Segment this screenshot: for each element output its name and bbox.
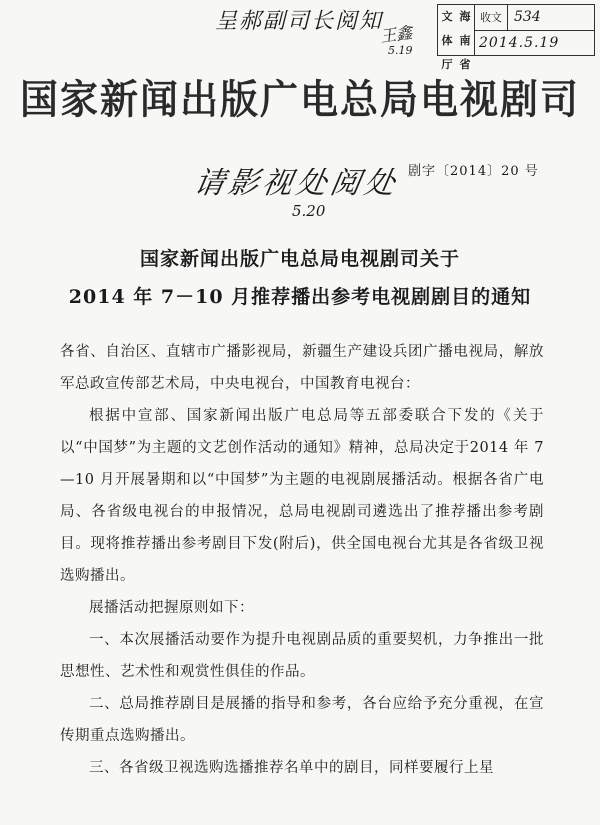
stamp-org-char: 省 [459, 58, 471, 71]
stamp-org-char: 厅 [441, 58, 453, 71]
stamp-receipt-date: 2014.5.19 [479, 34, 560, 51]
body-paragraph: 展播活动把握原则如下： [89, 600, 254, 616]
document-title-line-2: 2014 年 7－10 月推荐播出参考电视剧剧目的通知 [68, 286, 532, 308]
document-body [60, 336, 544, 784]
addressee-paragraph: 各省、自治区、直辖市广播影视局，新疆生产建设兵团广播电视局，解放军总政宣传部艺术局，中央电视台，中国教育电视台： [60, 344, 544, 392]
document-title-line-1: 国家新闻出版广电总局电视剧司关于 [139, 248, 460, 270]
stamp-receipt-label: 收文 [475, 5, 508, 30]
handwritten-routing-note: 呈郝副司长阅知 [215, 9, 384, 34]
document-number: 剧字〔2014〕20 号 [408, 164, 539, 179]
body-paragraph: 三、各省级卫视选购选播推荐名单中的剧目，同样要履行上星 [89, 760, 494, 776]
body-paragraph: 一、本次展播活动要作为提升电视剧品质的重要契机，力争推出一批思想性、艺术性和观赏性俱佳的作品。 [60, 632, 544, 680]
stamp-receipt-number: 534 [514, 9, 541, 26]
handwritten-instruction-date: 5.20 [292, 202, 326, 220]
stamp-org-char: 文 [441, 10, 453, 23]
body-paragraph: 二、总局推荐剧目是展播的指导和参考，各台应给予充分重视，在宣传期重点选购播出。 [60, 696, 544, 744]
stamp-org-name [438, 5, 475, 71]
handwritten-signature-date: 5.19 [388, 44, 413, 57]
stamp-org-char: 南 [459, 34, 471, 47]
letterhead: 国家新闻出版广电总局电视剧司 [19, 76, 580, 123]
stamp-org-char: 体 [441, 34, 453, 47]
handwritten-instruction: 请影视处阅处 [191, 166, 402, 201]
handwritten-signature: 王鑫 [378, 22, 414, 47]
receipt-stamp [437, 4, 595, 71]
body-paragraph: 根据中宣部、国家新闻出版广电总局等五部委联合下发的《关于以“中国梦”为主题的文艺创作活动的通知》精神，总局决定于2014 年 7—10 月开展暑期和以“中国梦”为主题的电视剧展播活动。根据各省广电局、各省级电视台的申报情况，总局电视剧司遴选出了推荐播出参考剧目。现将推荐播出参考剧目下发(附后)，供全国电视台尤其是各省级卫视选购播出。 [60, 408, 544, 584]
stamp-org-char: 海 [459, 10, 471, 23]
